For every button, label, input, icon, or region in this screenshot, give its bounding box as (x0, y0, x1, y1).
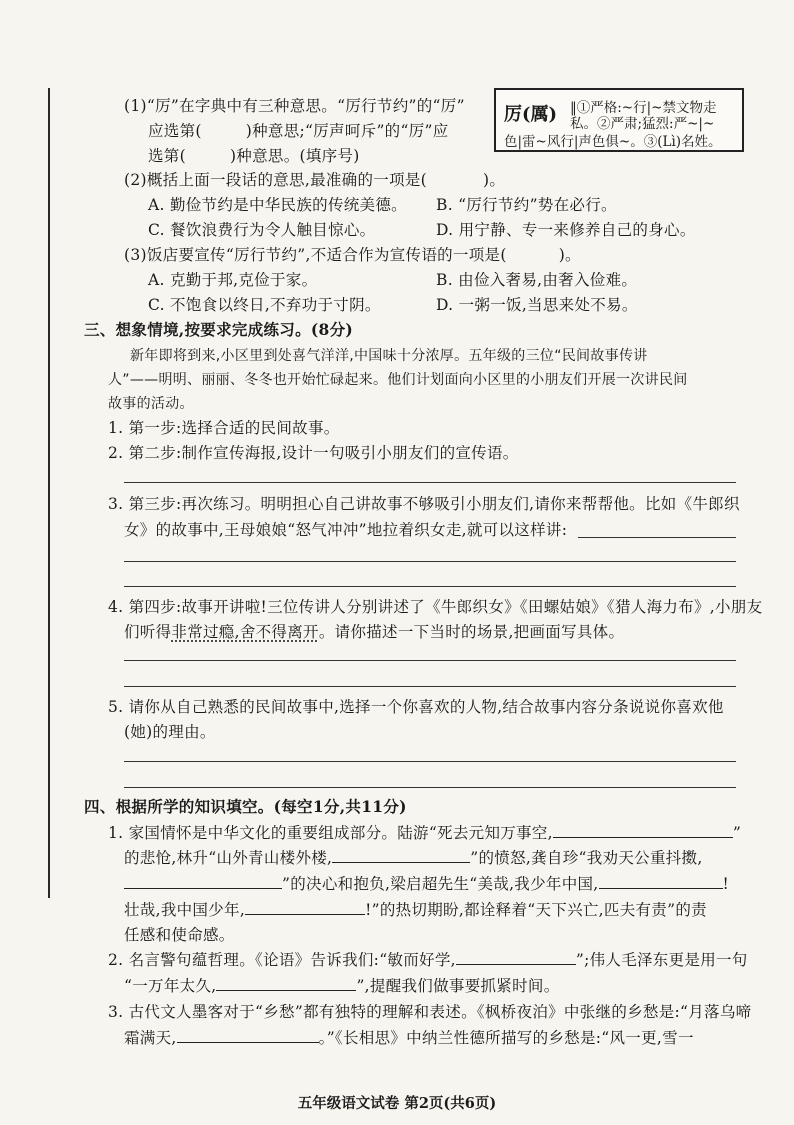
blank-luyou[interactable] (553, 823, 733, 838)
blank-zhangji[interactable] (177, 1028, 319, 1043)
step5-answer-line-1[interactable] (124, 761, 736, 762)
q3-option-d: D. 一粥一饭,当思来处不易。 (436, 296, 638, 314)
q2-option-c: C. 餐饮浪费行为令人触目惊心。 (148, 221, 376, 239)
p1-line3: ”的决心和抱负,梁启超先生“美哉,我少年中国, ! (124, 874, 729, 894)
step2-answer-line[interactable] (124, 482, 736, 483)
step4-answer-line-2[interactable] (124, 686, 736, 687)
story-line-3: 故事的活动。 (108, 396, 194, 412)
page-footer: 五年级语文试卷 第2页(共6页) (297, 1095, 497, 1112)
p1-line5: 任感和使命感。 (124, 926, 235, 944)
blank-lunyu[interactable] (456, 950, 576, 965)
q2-option-d: D. 用宁静、专一来修养自己的身心。 (436, 221, 696, 239)
q1-line3: 选第( )种意思。(填序号) (148, 147, 360, 165)
story-line-2: 人”——明明、丽丽、冬冬也开始忙碌起来。他们计划面向小区里的小朋友们开展一次讲民间 (108, 372, 688, 388)
q3-option-c: C. 不饱食以终日,不弃功于寸阴。 (148, 296, 381, 314)
p1-line1: 1. 家国情怀是中华文化的重要组成部分。陆游“死去元知万事空, ” (108, 824, 742, 842)
step5-line2: (她)的理由。 (124, 723, 216, 741)
p2-line2: “一万年太久, ”,提醒我们做事要抓紧时间。 (124, 977, 560, 995)
q2-stem: (2)概括上面一段话的意思,最准确的一项是( )。 (124, 171, 506, 189)
dictionary-entry-box (494, 88, 744, 152)
q2-option-b: B. “厉行节约”势在必行。 (436, 196, 617, 214)
q1-line2: 应选第( )种意思;“厉声呵斥”的“厉”应 (148, 122, 449, 140)
dictionary-line-3: 色|雷~风行|声色俱~。③(Lì)名姓。 (504, 134, 722, 150)
section3-title: 三、想象情境,按要求完成练习。(8分) (84, 320, 354, 339)
dictionary-headword: 厉(厲) (504, 104, 558, 125)
step2: 2. 第二步:制作宣传海报,设计一句吸引小朋友们的宣传语。 (108, 444, 519, 462)
q2-option-a: A. 勤俭节约是中华民族的传统美德。 (148, 196, 407, 214)
step4-answer-line-1[interactable] (124, 660, 736, 661)
step1: 1. 第一步:选择合适的民间故事。 (108, 419, 340, 437)
p1-line2: 的悲怆,林升“山外青山楼外楼, ”的愤怒,龚自珍“我劝天公重抖擞, (124, 849, 703, 867)
q3-option-b: B. 由俭入奢易,由奢入俭难。 (436, 271, 638, 289)
p1-line4: 壮哉,我中国少年, !”的热切期盼,都诠释着“天下兴亡,匹夫有责”的责 (124, 901, 707, 919)
step4-line1: 4. 第四步:故事开讲啦!三位传讲人分别讲述了《牛郎织女》《田螺姑娘》《猎人海力布》,小朋友 (108, 598, 763, 616)
p3-line2: 霜满天, 。”《长相思》中纳兰性德所描写的乡愁是:“风一更,雪一 (124, 1029, 694, 1047)
blank-linsheng[interactable] (332, 848, 470, 863)
blank-maozedong[interactable] (216, 976, 356, 991)
dictionary-line-2: 私。②严肃;猛烈:严~|~ (570, 116, 715, 132)
emphasized-phrase: 非常过瘾,舍不得离开 (171, 623, 319, 641)
section4-title: 四、根据所学的知识填空。(每空1分,共11分) (84, 797, 407, 816)
step3-line1: 3. 第三步:再次练习。明明担心自己讲故事不够吸引小朋友们,请你来帮帮他。比如《牛郎织 (108, 495, 740, 513)
p2-line1: 2. 名言警句蕴哲理。《论语》告诉我们:“敏而好学, ”;伟人毛泽东更是用一句 (108, 951, 748, 969)
q3-stem: (3)饭店要宣传“厉行节约”,不适合作为宣传语的一项是( )。 (124, 246, 581, 264)
step4-line2: 们听得非常过瘾,舍不得离开。请你描述一下当时的场景,把画面写具体。 (124, 623, 625, 641)
p3-line1: 3. 古代文人墨客对于“乡愁”都有独特的理解和表述。《枫桥夜泊》中张继的乡愁是:“月落乌啼 (108, 1003, 752, 1021)
q3-option-a: A. 克勤于邦,克俭于家。 (148, 271, 318, 289)
step5-line1: 5. 请你从自己熟悉的民间故事中,选择一个你喜欢的人物,结合故事内容分条说说你喜欢他 (108, 698, 724, 716)
q1-line1: (1)“厉”在字典中有三种意思。“厉行节约”的“厉” (124, 97, 465, 115)
step3-answer-line-2[interactable] (124, 561, 736, 562)
blank-liangqichao-1[interactable] (599, 874, 723, 889)
blank-liangqichao-2[interactable] (245, 900, 365, 915)
step3-line2: 女》的故事中,王母娘娘“怒气冲冲”地拉着织女走,就可以这样讲: (124, 521, 568, 539)
step3-answer-line-3[interactable] (124, 586, 736, 587)
story-line-1: 新年即将到来,小区里到处喜气洋洋,中国味十分浓厚。五年级的三位“民间故事传讲 (130, 348, 648, 364)
dictionary-line-1: ‖①严格:~行|~禁文物走 (570, 100, 717, 116)
step5-answer-line-2[interactable] (124, 787, 736, 788)
blank-gongzizhen[interactable] (124, 874, 282, 889)
step3-answer-line-1[interactable] (578, 537, 736, 538)
